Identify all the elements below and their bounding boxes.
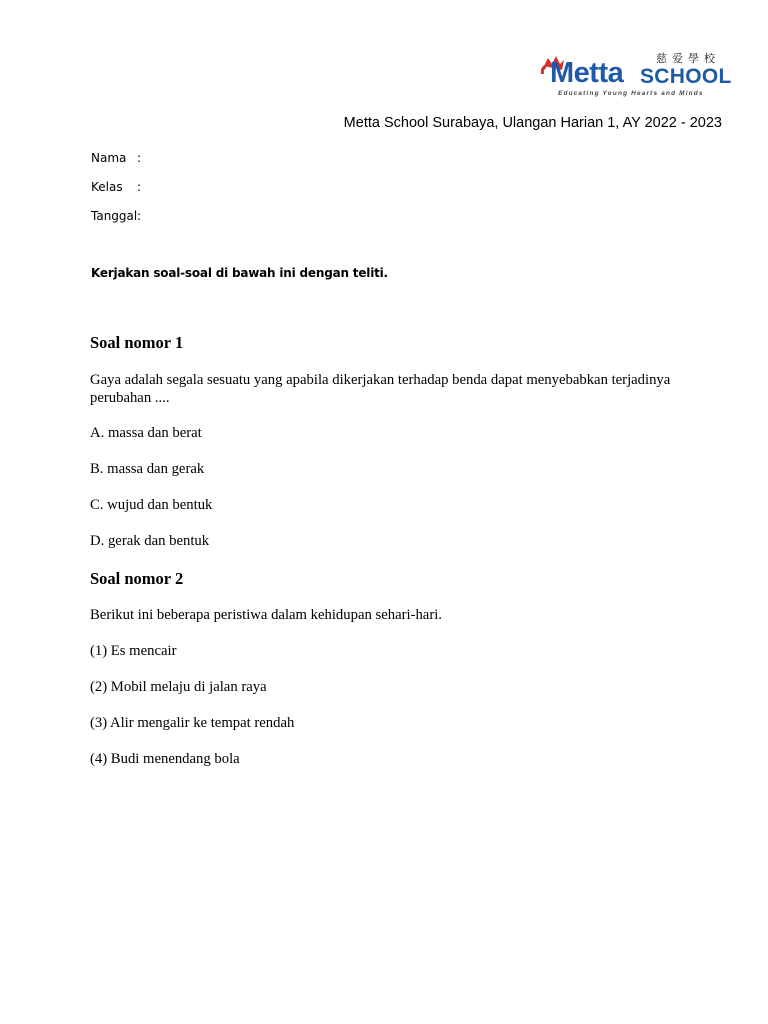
answer-option: C. wujud dan bentuk bbox=[90, 497, 213, 513]
exam-header-title: Metta School Surabaya, Ulangan Harian 1, AY 2022 - 2023 bbox=[343, 115, 722, 131]
logo-brand-sub: SCHOOL bbox=[640, 65, 732, 88]
field-colon: : bbox=[137, 209, 142, 223]
logo-brand-main: Metta bbox=[550, 57, 624, 89]
statement-item: (4) Budi menendang bola bbox=[90, 751, 240, 767]
field-nama bbox=[91, 151, 141, 165]
answer-option: A. massa dan berat bbox=[90, 425, 202, 441]
statement-item: (3) Alir mengalir ke tempat rendah bbox=[90, 715, 295, 731]
logo-chinese-text: 慈爱學校 bbox=[656, 52, 720, 65]
field-tanggal bbox=[91, 209, 141, 223]
question-text: Gaya adalah segala sesuatu yang apabila dikerjakan terhadap benda dapat menyebabkan terjadinya perubahan .... bbox=[90, 372, 671, 406]
answer-option: B. massa dan gerak bbox=[90, 461, 205, 477]
statement-item: (1) Es mencair bbox=[90, 643, 177, 659]
field-label: Kelas bbox=[91, 180, 123, 194]
field-colon: : bbox=[137, 151, 142, 165]
school-logo bbox=[536, 46, 732, 102]
field-kelas bbox=[91, 180, 141, 194]
question-title: Soal nomor 1 bbox=[90, 333, 184, 352]
logo-tagline: Educating Young Hearts and Minds bbox=[558, 90, 704, 97]
statement-item: (2) Mobil melaju di jalan raya bbox=[90, 679, 267, 695]
field-label: Nama bbox=[91, 151, 127, 165]
field-colon: : bbox=[137, 180, 142, 194]
question-title: Soal nomor 2 bbox=[90, 569, 184, 588]
answer-option: D. gerak dan bentuk bbox=[90, 533, 210, 549]
field-label: Tanggal bbox=[91, 209, 138, 223]
question-text: Berikut ini beberapa peristiwa dalam kehidupan sehari-hari. bbox=[90, 607, 442, 623]
instruction-text: Kerjakan soal-soal di bawah ini dengan teliti. bbox=[91, 266, 388, 280]
